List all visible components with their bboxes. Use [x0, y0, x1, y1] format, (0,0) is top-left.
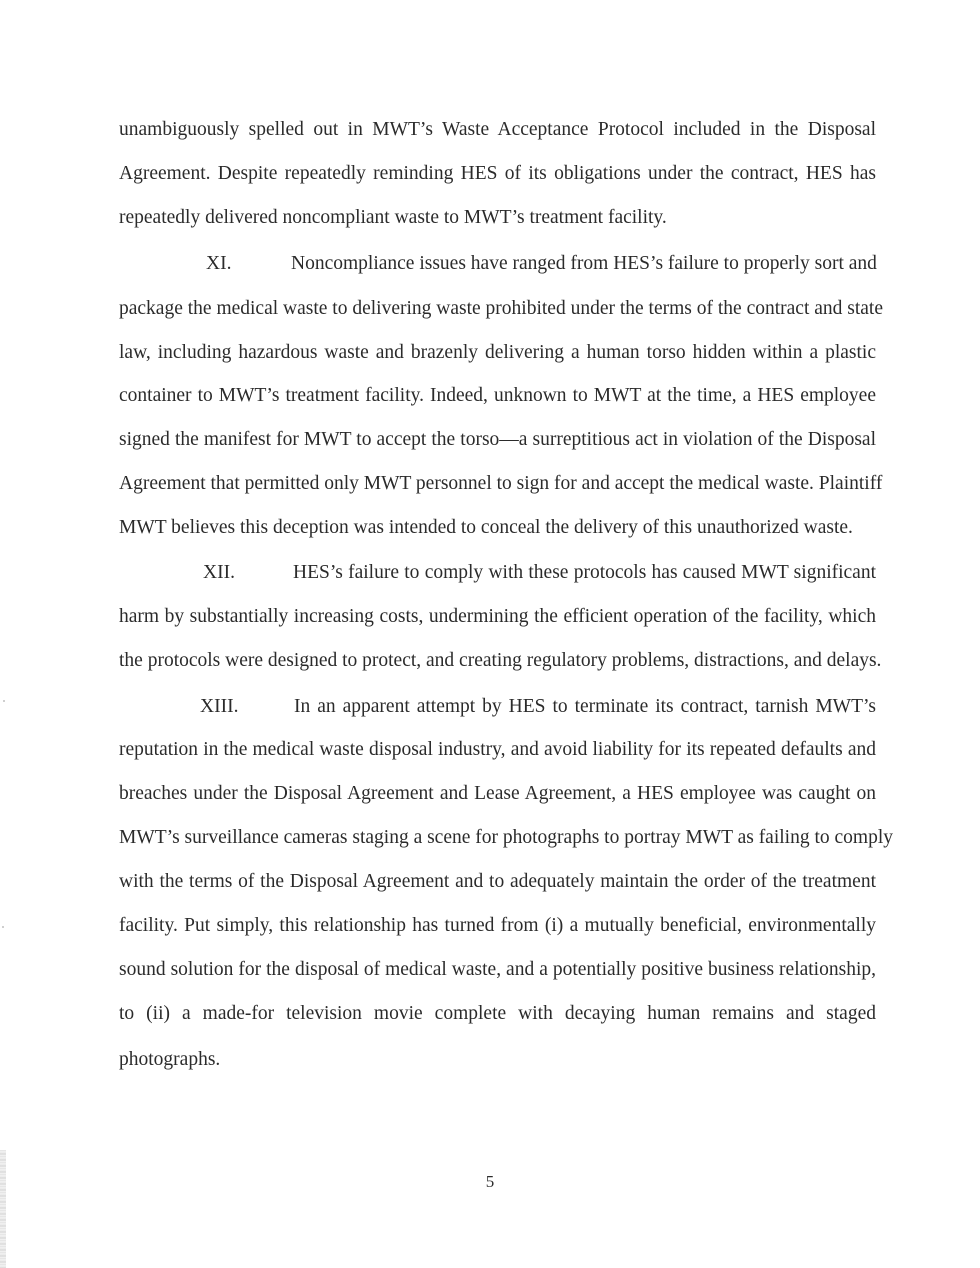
text-line: Noncompliance issues have ranged from HES’s failure to properly sort and — [291, 253, 877, 274]
scan-edge-artifact — [0, 1150, 6, 1268]
text-line: container to MWT’s treatment facility. Indeed, unknown to MWT at the time, a HES employee — [119, 385, 876, 406]
text-line: HES’s failure to comply with these protocols has caused MWT significant — [293, 562, 876, 583]
text-line: facility. Put simply, this relationship has turned from (i) a mutually beneficial, environmentally — [119, 915, 876, 936]
text-line: signed the manifest for MWT to accept the torso—a surreptitious act in violation of the Disposal — [119, 429, 876, 450]
paragraph-number-xiii: XIII. — [200, 696, 239, 717]
paragraph-number-xi: XI. — [206, 253, 232, 274]
text-line: harm by substantially increasing costs, undermining the efficient operation of the facility, which — [119, 606, 876, 627]
text-line: MWT believes this deception was intended to conceal the delivery of this unauthorized waste. — [119, 517, 853, 538]
text-line: law, including hazardous waste and brazenly delivering a human torso hidden within a plastic — [119, 342, 876, 363]
text-line: package the medical waste to delivering waste prohibited under the terms of the contract and state — [119, 298, 884, 319]
text-line: Agreement that permitted only MWT personnel to sign for and accept the medical waste. Plaintiff — [119, 473, 883, 494]
page-number: 5 — [485, 1172, 495, 1191]
text-line: photographs. — [119, 1049, 221, 1070]
text-line: Agreement. Despite repeatedly reminding HES of its obligations under the contract, HES has — [119, 163, 876, 184]
paragraph-number-xii: XII. — [203, 562, 235, 583]
text-line: with the terms of the Disposal Agreement and to adequately maintain the order of the treatment — [119, 871, 876, 892]
text-line: MWT’s surveillance cameras staging a scene for photographs to portray MWT as failing to comply — [119, 827, 894, 848]
text-line: unambiguously spelled out in MWT’s Waste Acceptance Protocol included in the Disposal — [119, 119, 876, 140]
text-line: the protocols were designed to protect, and creating regulatory problems, distractions, and delays. — [119, 650, 882, 671]
text-line: breaches under the Disposal Agreement and Lease Agreement, a HES employee was caught on — [119, 783, 876, 804]
text-line: repeatedly delivered noncompliant waste to MWT’s treatment facility. — [119, 207, 667, 228]
text-line: to (ii) a made-for television movie complete with decaying human remains and staged — [119, 1003, 876, 1024]
scan-speck — [3, 700, 5, 702]
text-line: reputation in the medical waste disposal industry, and avoid liability for its repeated defaults and — [119, 739, 876, 760]
text-line: In an apparent attempt by HES to terminate its contract, tarnish MWT’s — [294, 696, 876, 717]
text-line: sound solution for the disposal of medical waste, and a potentially positive business relationship, — [119, 959, 876, 980]
scan-speck — [2, 926, 4, 928]
